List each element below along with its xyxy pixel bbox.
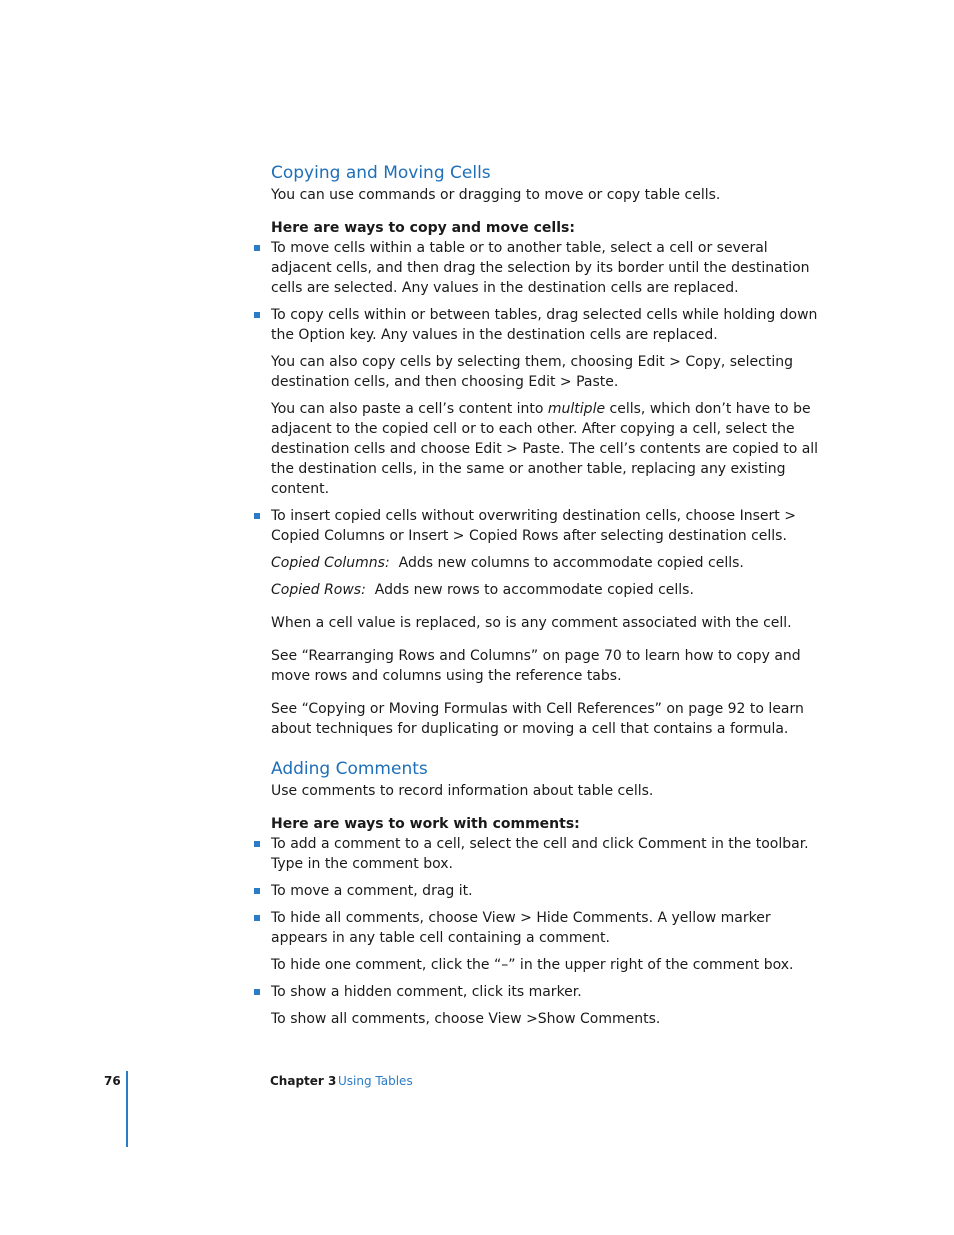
bullet-icon	[254, 841, 260, 847]
bullet-icon	[254, 513, 260, 519]
paragraph: To show all comments, choose View >Show Comments.	[271, 1011, 661, 1027]
section-heading-comments: Adding Comments	[271, 759, 428, 779]
bullet-text: To insert copied cells without overwriting destination cells, choose Insert > Copied Columns or Insert > Copied Rows after selecting destination cells.	[271, 508, 796, 544]
bullet-icon	[254, 915, 260, 921]
paragraph: To hide one comment, click the “–” in the upper right of the comment box.	[271, 957, 794, 973]
bullet-text: To copy cells within or between tables, drag selected cells while holding down the Option key. Any values in the destination cells are replaced.	[271, 307, 818, 343]
definition-term: Copied Columns:	[271, 555, 390, 571]
bullet-text: To show a hidden comment, click its marker.	[271, 984, 582, 1000]
paragraph: When a cell value is replaced, so is any comment associated with the cell.	[271, 615, 792, 631]
bullet-text: To move a comment, drag it.	[271, 883, 473, 899]
list-lead: Here are ways to work with comments:	[271, 816, 580, 832]
bullet-icon	[254, 312, 260, 318]
list-item	[271, 305, 831, 499]
list-item	[271, 881, 831, 901]
page-footer	[0, 1068, 954, 1148]
paragraph	[271, 399, 831, 499]
page-content	[271, 161, 831, 1029]
section-intro: You can use commands or dragging to move or copy table cells.	[271, 187, 721, 203]
list-item	[271, 834, 831, 874]
list-item	[271, 908, 831, 975]
bullet-text: To add a comment to a cell, select the cell and click Comment in the toolbar. Type in the comment box.	[271, 836, 809, 872]
comments-list	[271, 834, 831, 1029]
definition-text: Adds new rows to accommodate copied cells.	[374, 582, 694, 598]
footer-rule	[126, 1071, 128, 1147]
page-number: 76	[104, 1074, 121, 1088]
bullet-icon	[254, 888, 260, 894]
emphasis: multiple	[547, 401, 606, 417]
list-item	[271, 982, 831, 1029]
section-heading-copying: Copying and Moving Cells	[271, 163, 491, 183]
definition	[271, 553, 831, 573]
bullet-text: To move cells within a table or to another table, select a cell or several adjacent cells, and then drag the selection by its border until the destination cells are selected. Any values in the destination cells are replaced.	[271, 240, 810, 296]
paragraph: You can also copy cells by selecting them, choosing Edit > Copy, selecting destination cells, and then choosing Edit > Paste.	[271, 354, 794, 390]
bullet-text: To hide all comments, choose View > Hide Comments. A yellow marker appears in any table cell containing a comment.	[271, 910, 771, 946]
cross-reference: See “Rearranging Rows and Columns” on page 70 to learn how to copy and move rows and columns using the reference tabs.	[271, 648, 801, 684]
section-intro: Use comments to record information about table cells.	[271, 783, 654, 799]
chapter-label: Chapter 3	[270, 1074, 337, 1088]
copy-move-list	[271, 238, 831, 600]
text-run: cells, which don’t have to be adjacent to the copied cell or to each other. After copying a cell, select the destination cells and choose Edit > Paste. The cell’s contents are copied to all the destination cells, in the same or another table, replacing any existing content.	[271, 401, 819, 497]
definition	[271, 580, 831, 600]
text-run: You can also paste a cell’s content into	[271, 401, 548, 417]
list-item	[271, 238, 831, 298]
chapter-title: Using Tables	[338, 1074, 413, 1088]
definition-text: Adds new columns to accommodate copied cells.	[398, 555, 744, 571]
bullet-icon	[254, 245, 260, 251]
bullet-icon	[254, 989, 260, 995]
cross-reference: See “Copying or Moving Formulas with Cell References” on page 92 to learn about techniques for duplicating or moving a cell that contains a formula.	[271, 701, 804, 737]
list-item	[271, 506, 831, 600]
list-lead: Here are ways to copy and move cells:	[271, 220, 575, 236]
definition-term: Copied Rows:	[271, 582, 366, 598]
